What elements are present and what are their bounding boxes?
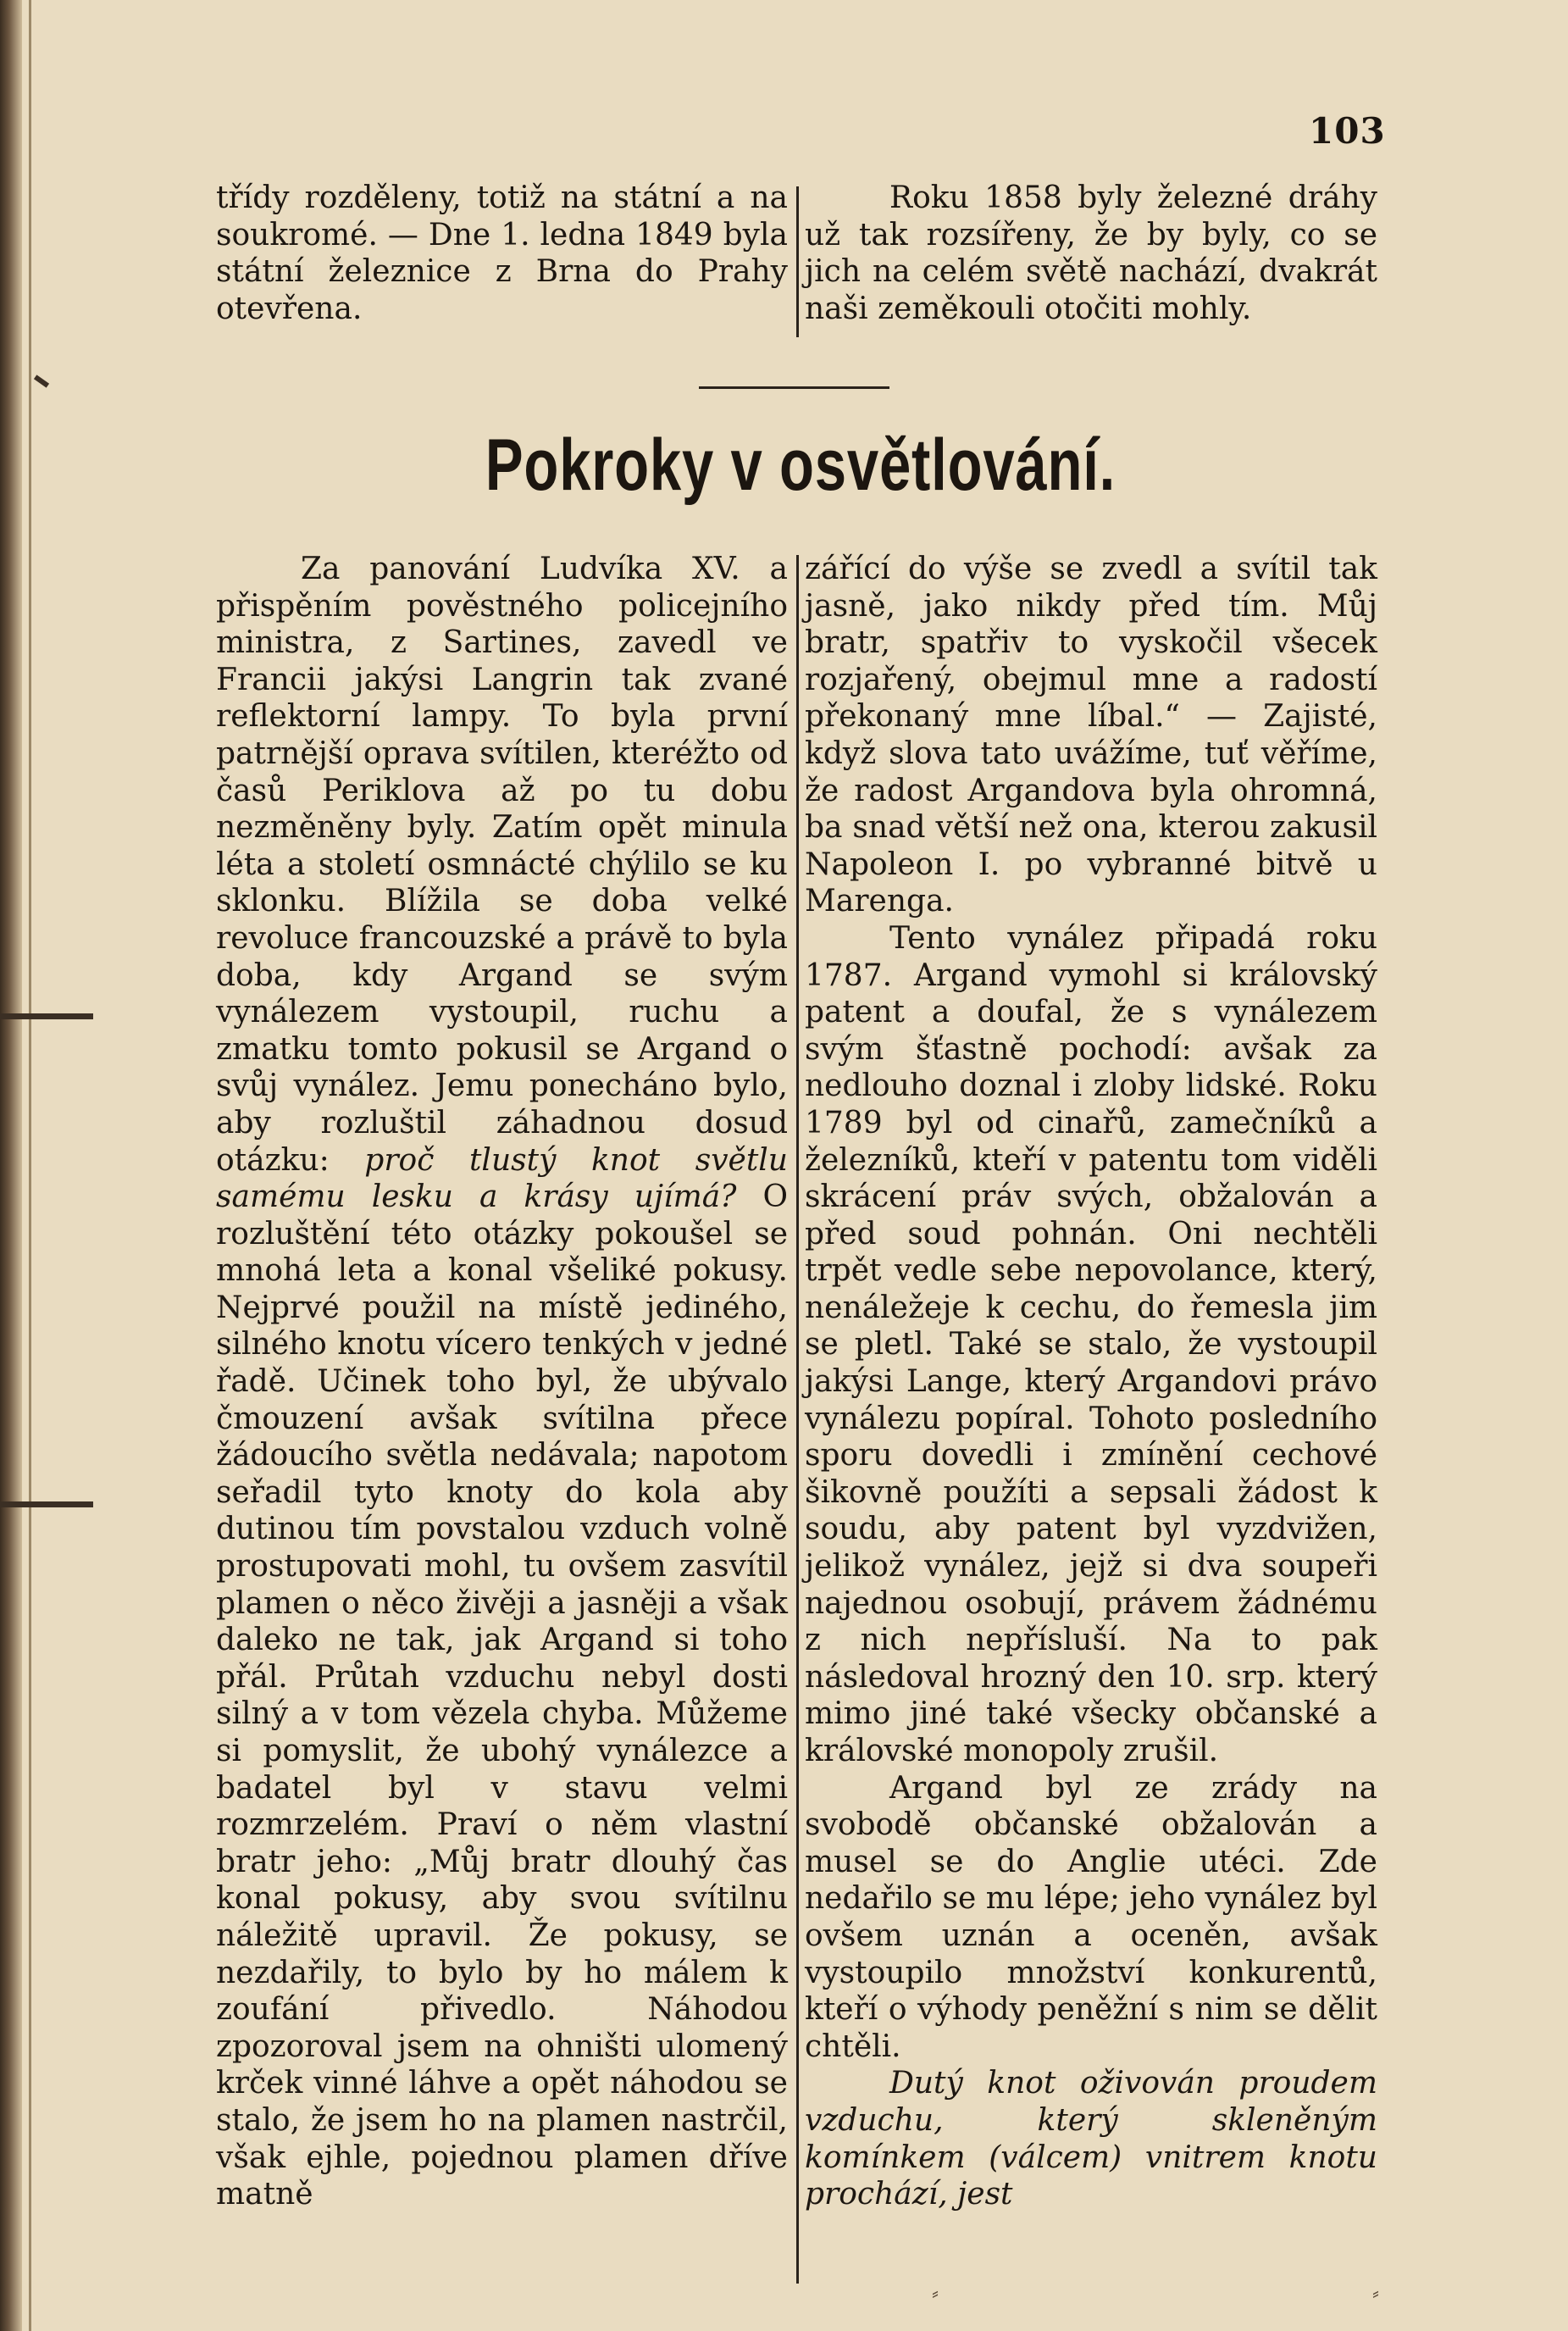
margin-mark xyxy=(0,1501,93,1507)
footer-mark: ⸗ xyxy=(1372,2281,1379,2305)
column-divider xyxy=(796,186,799,337)
article-left-column xyxy=(216,551,788,2213)
article-paragraph: Tento vynález připadá roku 1787. Argand vymohl si královský patent a doufal, že s vynálezem svým šťastně pochodí: avšak za nedlouho doznal i zloby lidské. Roku 1789 byl od cinařů, zamečníků a železníků, kteří v patentu tom viděli skrácení práv svých, obžalován a před soud pohnán. Oni nechtěli trpět vedle sebe nepovolance, který, nenáležeje k cechu, do řemesla jim se pletl. Také se stalo, že vystoupil jakýsi Lange, který Argandovi právo vynálezu popíral. Tohoto posledního sporu dovedli i zmínění cechové šikovně použíti a sepsali žádost k soudu, aby patent byl vyzdvižen, jelikož vynález, jejž si dva soupeři najednou osobují, právem žádnému z nich nepřísluší. Na to pak následoval hrozný den 10. srp. který mimo jiné také všecky občanské a královské monopoly zrušil. xyxy=(805,920,1377,1768)
top-right-paragraph: Roku 1858 byly železné dráhy už tak rozsířeny, že by byly, co se jich na celém světě nachází, dvakrát naši zeměkouli otočiti mohly. xyxy=(805,180,1377,326)
article-text: Za panování Ludvíka XV. a přispěním pověstného policejního ministra, z Sartines, zavedl ve Francii jakýsi Langrin tak zvané reflektorní lampy. To byla první patrnější oprava svítilen, kteréžto od časů Periklova až po tu dobu nezměněny byly. Zatím opět minula léta a století osmnácté chýlilo se ku sklonku. Blížila se doba velké revoluce francouzské a právě to byla doba, kdy Argand se svým vynálezem vystoupil, ruchu a zmatku tomto pokusil se Argand o svůj vynález. Jemu ponecháno bylo, aby rozluštil záhadnou dosud otázku: xyxy=(216,552,788,1178)
margin-mark xyxy=(34,375,49,387)
top-left-column xyxy=(216,180,788,327)
article-title: Pokroky v osvětlování. xyxy=(485,425,1116,506)
section-divider xyxy=(699,386,889,389)
article-right-column xyxy=(805,551,1377,2213)
page-binding-edge xyxy=(0,0,22,2331)
margin-mark xyxy=(0,1013,93,1019)
article-paragraph: zářící do výše se zvedl a svítil tak jasně, jako nikdy před tím. Můj bratr, spatřiv to vyskočil všecek rozjařený, obejmul mne a radostí překonaný mne líbal.“ — Zajisté, když slova tato uvážíme, tuť věříme, že radost Argandova byla ohromná, ba snad větší než ona, kterou zakusil Napoleon I. po vybranné bitvě u Marenga. xyxy=(805,552,1377,919)
article-italic-question: proč tlustý knot světlu samému lesku a krásy ujímá? xyxy=(216,1142,788,1215)
binding-line xyxy=(29,0,31,2331)
column-divider xyxy=(796,555,799,2284)
article-paragraph: Argand byl ze zrády na svobodě občanské obžalován a musel se do Anglie utéci. Zde nedařilo se mu lépe; jeho vynález byl ovšem uznán a oceněn, avšak vystoupilo množství konkurentů, kteří o výhody peněžní s nim se dělit chtěli. xyxy=(805,1770,1377,2064)
article-text: O rozluštění této otázky pokoušel se mnohá leta a konal všeliké pokusy. Nejprvé použil na místě jediného, silného knotu vícero tenkých v jedné řadě. Učinek toho byl, že ubývalo čmouzení avšak svítilna přece žádoucího světla nedávala; napotom seřadil tyto knoty do kola aby dutinou tím povstalou vzduch volně prostupovati mohl, tu ovšem zasvítil plamen o něco živěji a jasněji a však daleko ne tak, jak Argand si toho přál. Průtah vzduchu nebyl dosti silný a v tom vězela chyba. Můžeme si pomyslit, že ubohý vynálezce a badatel byl v stavu velmi rozmrzelém. Praví o něm vlastní bratr jeho: „Můj bratr dlouhý čas konal pokusy, aby svou svítilnu náležitě upravil. Že pokusy, se nezdařily, to bylo by ho málem k zoufání přivedlo. Náhodou zpozoroval jsem na ohništi ulomený krček vinné láhve a opět náhodou se stalo, že jsem ho na plamen nastrčil, však ejhle, pojednou plamen dříve matně xyxy=(216,1179,788,2212)
article-paragraph xyxy=(216,551,788,2213)
footer-mark: ⸗ xyxy=(932,2281,939,2305)
article-italic-paragraph: Dutý knot oživován proudem vzduchu, který skleněným komínkem (válcem) vnitrem knotu prochází, jest xyxy=(805,2066,1377,2212)
top-left-paragraph: třídy rozděleny, totiž na státní a na soukromé. — Dne 1. ledna 1849 byla státní železnice z Brna do Prahy otevřena. xyxy=(216,180,788,326)
page-number: 103 xyxy=(1309,110,1386,152)
top-right-column xyxy=(805,180,1377,327)
